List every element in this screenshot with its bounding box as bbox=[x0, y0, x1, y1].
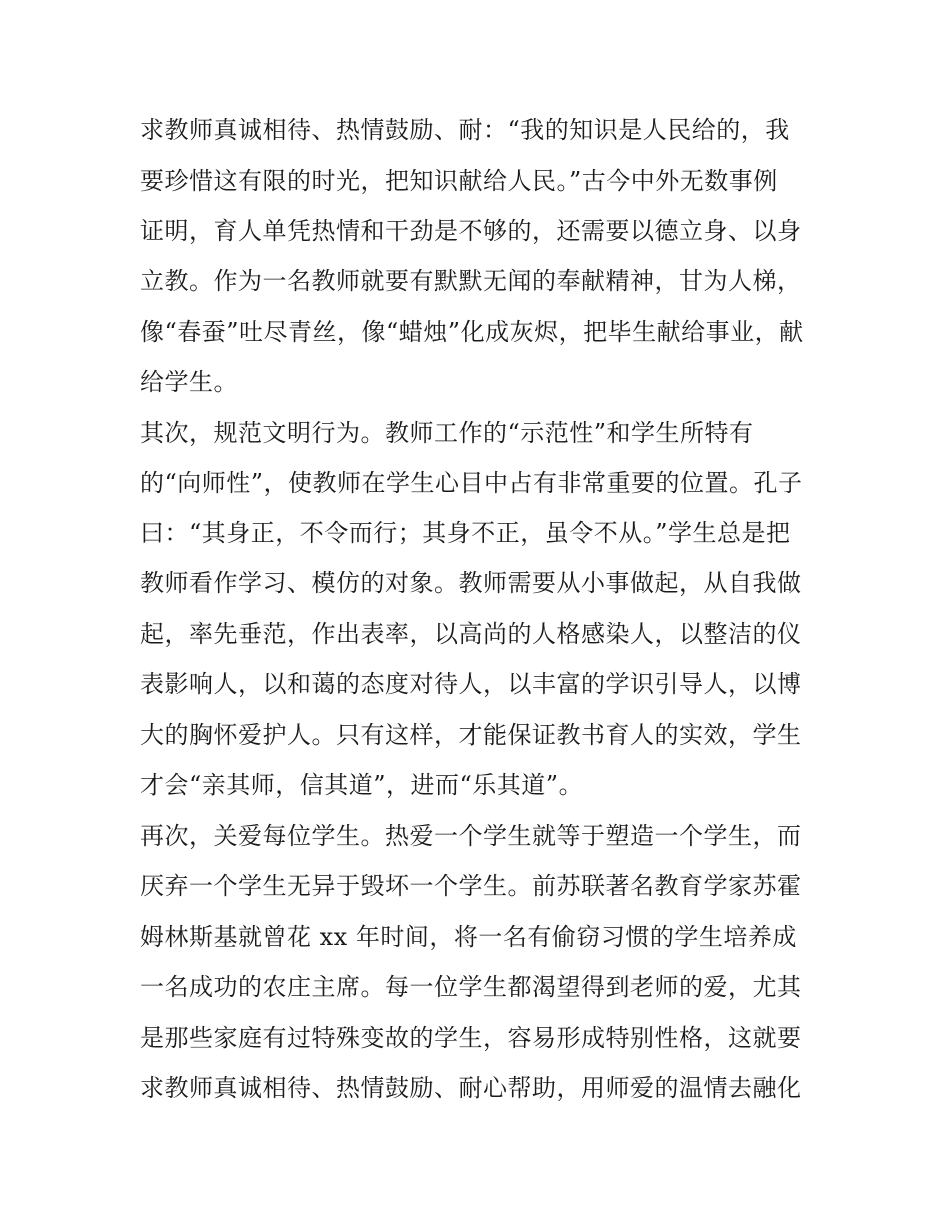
text-line: 像“春蚕”吐尽青丝，像“蜡烛”化成灰烬，把毕生献给事业，献 bbox=[140, 318, 804, 346]
text-line: 大的胸怀爱护人。只有这样，才能保证教书育人的实效，学生 bbox=[140, 721, 802, 749]
text-line: 是那些家庭有过特殊变故的学生，容易形成特别性格，这就要 bbox=[140, 1024, 802, 1052]
text-line: 表影响人，以和蔼的态度对待人，以丰富的学识引导人，以博 bbox=[140, 670, 802, 698]
text-line: 教师看作学习、模仿的对象。教师需要从小事做起，从自我做 bbox=[140, 569, 802, 597]
text-line: 的“向师性”，使教师在学生心目中占有非常重要的位置。孔子 bbox=[140, 469, 803, 497]
text-line: 厌弃一个学生无异于毁坏一个学生。前苏联著名教育学家苏霍 bbox=[140, 872, 802, 900]
text-line: 起，率先垂范，作出表率，以高尚的人格感染人，以整洁的仪 bbox=[140, 620, 802, 648]
text-line: 才会“亲其师，信其道”，进而“乐其道”。 bbox=[140, 771, 584, 799]
text-line: 求教师真诚相待、热情鼓励、耐：“我的知识是人民给的，我 bbox=[140, 116, 790, 144]
text-line: 证明，育人单凭热情和干劲是不够的，还需要以德立身、以身 bbox=[140, 217, 802, 245]
text-line: 一名成功的农庄主席。每一位学生都渴望得到老师的爱，尤其 bbox=[140, 973, 802, 1001]
text-line: 再次，关爱每位学生。热爱一个学生就等于塑造一个学生，而 bbox=[140, 822, 802, 850]
text-line: 求教师真诚相待、热情鼓励、耐心帮助，用师爱的温情去融化 bbox=[140, 1074, 802, 1102]
text-line: 姆林斯基就曾花 xx 年时间，将一名有偷窃习惯的学生培养成 bbox=[140, 923, 797, 951]
text-line: 要珍惜这有限的时光，把知识献给人民。”古今中外无数事例 bbox=[140, 167, 778, 195]
text-line: 给学生。 bbox=[140, 368, 238, 396]
text-line: 立教。作为一名教师就要有默默无闻的奉献精神，甘为人梯， bbox=[140, 267, 802, 295]
text-line: 曰：“其身正，不令而行；其身不正，虽令不从。”学生总是把 bbox=[140, 519, 791, 547]
text-line: 其次，规范文明行为。教师工作的“示范性”和学生所特有 bbox=[140, 419, 754, 447]
